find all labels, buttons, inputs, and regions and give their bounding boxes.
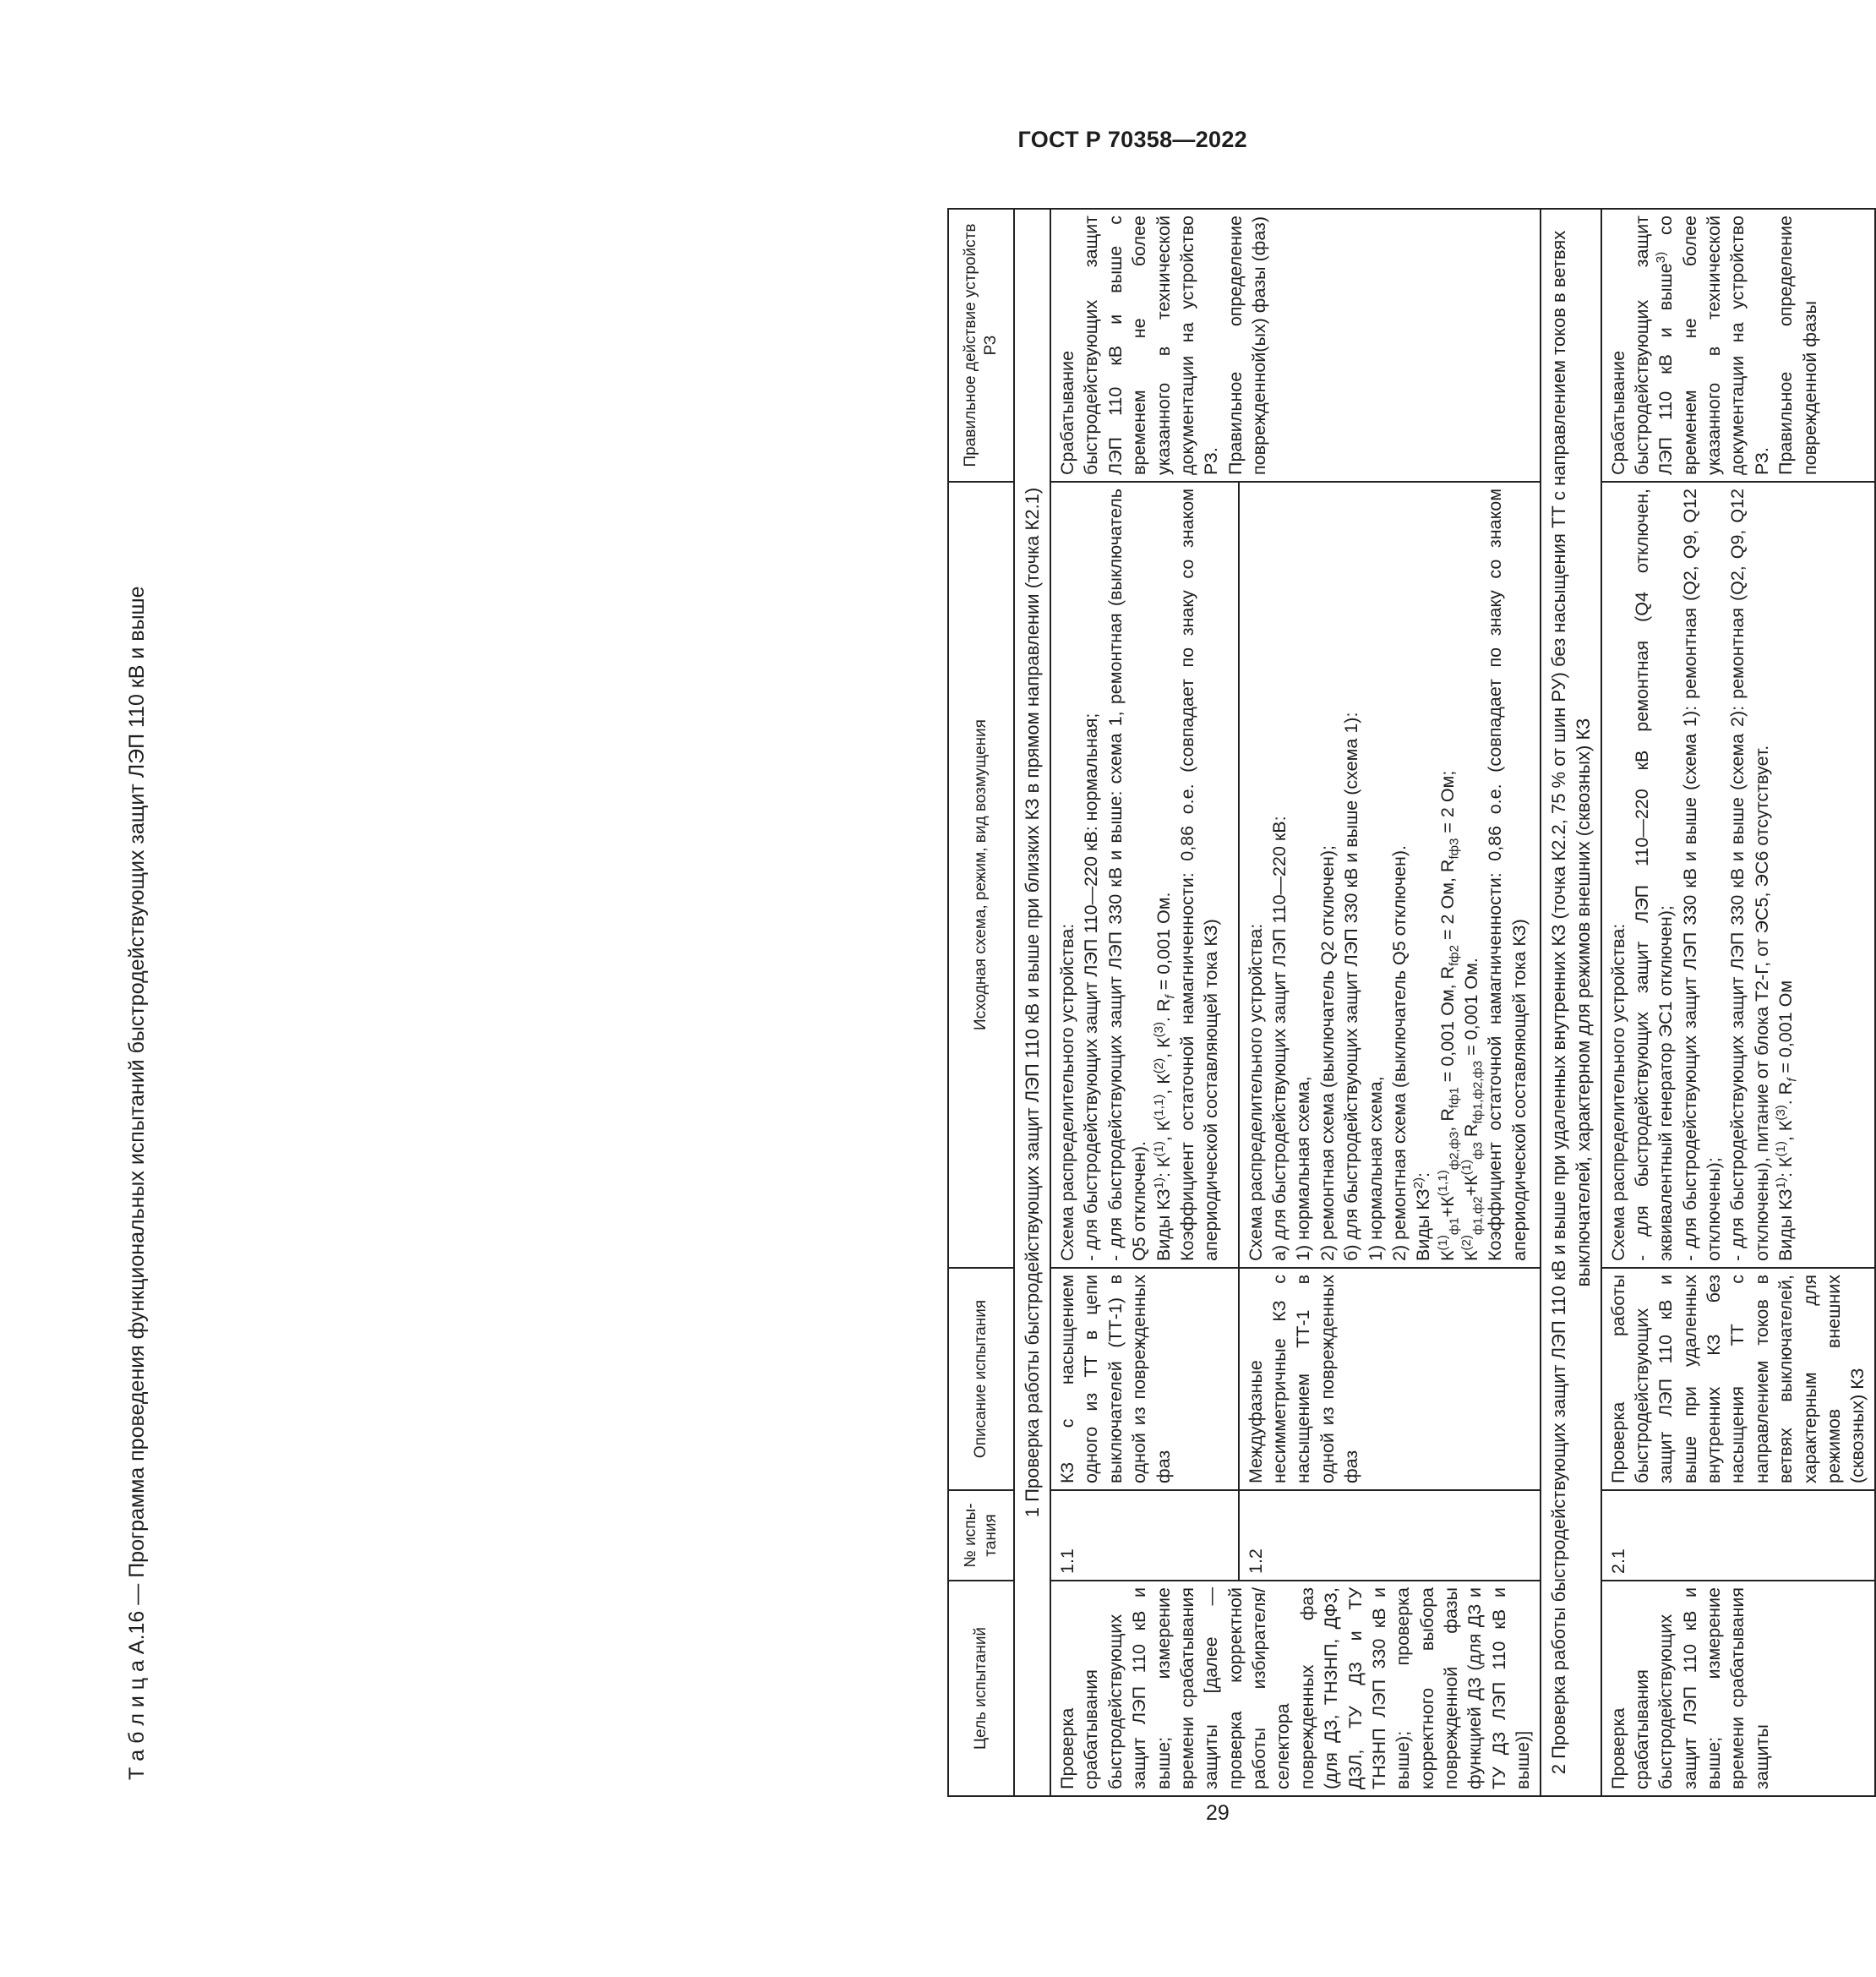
section-row-1 <box>1014 209 1050 1796</box>
action-cell: Срабатывание быстродействующих защит ЛЭП 110 кВ и выше с временем не более указанного в технической документации на устройство РЗ. Правильное определение поврежденной(ых) фазы (фаз) <box>1050 209 1541 482</box>
table-caption: Т а б л и ц а А.16 — Программа проведения функциональных испытаний быстродействующих защит ЛЭП 110 кВ и выше <box>125 586 149 1780</box>
test-description: Междуфазные несимметричные КЗ с насыщением ТТ-1 в одной из поврежденных фаз <box>1239 1268 1541 1490</box>
test-number: 1.1 <box>1050 1490 1239 1581</box>
table-row <box>1050 209 1239 1796</box>
goal-cell: Проверка срабатывания быстродействующих защит ЛЭП 110 кВ и выше; измерение времени срабатывания защиты [далее — проверка корректной работы избирателя/селектора поврежденных фаз (для ДЗ, ТНЗНП, ДФЗ, ДЗЛ, ТУ ДЗ и ТУ ТНЗНП ЛЭП 330 кВ и выше); проверка корректного выбора поврежденной фазы функцией ДЗ (для ДЗ и ТУ ДЗ ЛЭП 110 кВ и выше)] <box>1050 1581 1541 1796</box>
column-header-action: Правильное действие устройств РЗ <box>948 209 1014 482</box>
column-header-number: № испы-тания <box>948 1490 1014 1581</box>
column-header-scheme: Исходная схема, режим, вид возмущения <box>948 482 1014 1268</box>
fault-types: Виды КЗ$^{2)}$: <box>1411 1172 1434 1261</box>
scheme-cell: Схема распределительного устройства: - для быстродействующих защит ЛЭП 110—220 кВ ремонтная (Q4 отключен, эквивалентный генератор ЭС1 отключен); - для быстродействующих защит ЛЭП 330 кВ и выше (схема 1): ремонтная (Q2, Q9, Q12 отключены); - для быстродействующих защит ЛЭП 330 кВ и выше (схема 2): ремонтная (Q2, Q9, Q12 отключены), питание от блока Т2-Г, от ЭС5, ЭС6 отсутствует. Виды КЗ$^{1)}$: $К^{(1)}$, $К^{(3)}$. $R_f = 0,001$ Ом <box>1601 482 1875 1268</box>
table-header-row <box>948 209 1014 1796</box>
fault-types: Виды КЗ$^{1)}$: $К^{(1)}$, $К^{(3)}$. $R_f = 0,001$ Ом <box>1774 980 1800 1261</box>
table-container <box>947 210 1868 1797</box>
test-description: Проверка работы быстродействующих защит ЛЭП 110 кВ и выше при удаленных внутренних КЗ без насыщения ТТ с направлением токов в ветвях выключателей, характерным для режимов внешних (сквозных) КЗ <box>1601 1268 1875 1490</box>
action-cell: Срабатывание быстродействующих защит ЛЭП 110 кВ и выше$^{3)}$ со временем не более указанного в технической документации на устройство РЗ. Правильное определение поврежденной фазы <box>1601 209 1875 482</box>
fault-formula-2: $К^{(2)}_{ф1,ф2}+К^{(1)}_{ф3}$ $R_{fф1,ф2,ф3} = 0,001$ Ом. <box>1459 958 1486 1261</box>
table-row <box>1601 209 1875 1796</box>
fault-formula-1: $К^{(1)}_{ф1}+К^{(1,1)}_{ф2,ф3}$, $R_{fф1} = 0,001$ Ом, $R_{fф2} = 2$ Ом, $R_{fф3} = 2$ Ом; <box>1435 770 1462 1261</box>
column-header-description: Описание испытания <box>948 1268 1014 1490</box>
goal-cell: Проверка срабатывания быстродействующих защит ЛЭП 110 кВ и выше; измерение времени срабатывания защиты <box>1601 1581 1875 1796</box>
fault-types: Виды КЗ$^{1)}$: $К^{(1)}$, К$^{(1,1)}$, $К^{(2)}$, $К^{(3)}$. $R_f = 0,001$ Ом. <box>1151 892 1177 1261</box>
page-number: 29 <box>1206 1801 1230 1825</box>
document-header: ГОСТ Р 70358—2022 <box>1017 127 1247 152</box>
test-description: КЗ с насыщением одного из ТТ в цепи выключателей (ТТ-1) в одной из поврежденных фаз <box>1050 1268 1239 1490</box>
column-header-goal: Цель испытаний <box>948 1581 1014 1796</box>
test-number: 2.1 <box>1601 1490 1875 1581</box>
test-program-table <box>947 208 1876 1797</box>
scheme-cell: Схема распределительного устройства: а) для быстродействующих защит ЛЭП 110—220 кВ: 1) нормальная схема, 2) ремонтная схема (выключатель Q2 отключен); б) для быстродействующих защит ЛЭП 330 кВ и выше (схема 1): 1) нормальная схема, 2) ремонтная схема (выключатель Q5 отключен). Виды КЗ$^{2)}$: $К^{(1)}_{ф1}+К^{(1,1)}_{ф2,ф3}$, $R_{fф1} = 0,001$ Ом, $R_{fф2} = 2$ Ом, $R_{fф3} = 2$ Ом; $К^{(2)}_{ф1,ф2}+К^{(1)}_{ф3}$ $R_{fф1,ф2,ф3} = 0,001$ Ом. Коэффициент остаточной намагниченности: 0,86 о.е. (совпадает по знаку со знаком апериодической составляющей тока КЗ) <box>1239 482 1541 1268</box>
scheme-cell: Схема распределительного устройства: - для быстродействующих защит ЛЭП 110—220 кВ: нормальная; - для быстродействующих защит ЛЭП 330 кВ и выше: схема 1, ремонтная (выключатель Q5 отключен). Виды КЗ$^{1)}$: $К^{(1)}$, К$^{(1,1)}$, $К^{(2)}$, $К^{(3)}$. $R_f = 0,001$ Ом. Коэффициент остаточной намагниченности: 0,86 о.е. (совпадает по знаку со знаком апериодической составляющей тока КЗ) <box>1050 482 1239 1268</box>
section-row-2 <box>1541 209 1601 1796</box>
section-1-title: 1 Проверка работы быстродействующих защит ЛЭП 110 кВ и выше при близких КЗ в прямом направлении (точка К2.1) <box>1014 209 1050 1796</box>
section-2-title: 2 Проверка работы быстродействующих защит ЛЭП 110 кВ и выше при удаленных внутренних КЗ (точка К2.2, 75 % от шин РУ) без насыщения ТТ с направлением токов в ветвях выключателей, характерном для режимов внешних (сквозных) КЗ <box>1541 209 1601 1796</box>
test-number: 1.2 <box>1239 1490 1541 1581</box>
